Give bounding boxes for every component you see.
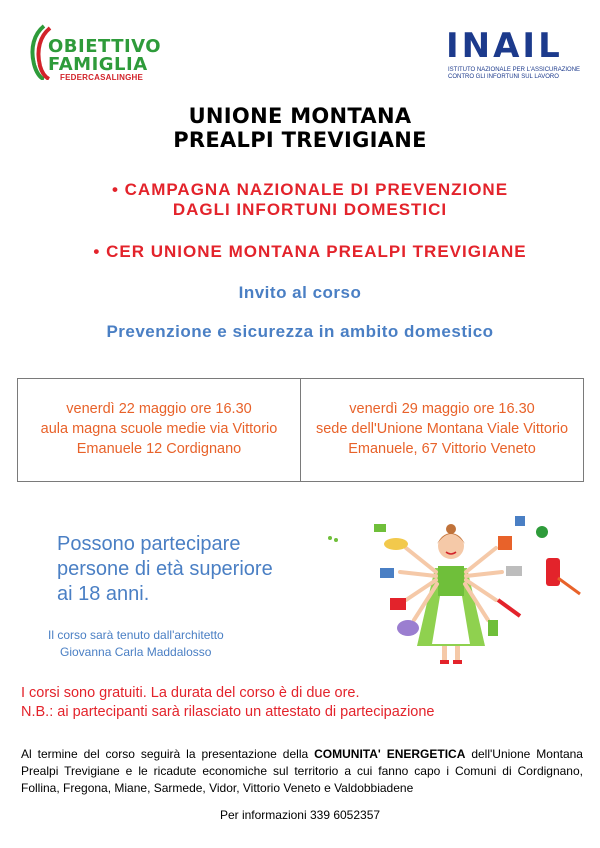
notes-text xyxy=(21,684,581,722)
inail-name: INAIL xyxy=(446,26,563,66)
cer-text: CER UNIONE MONTANA PREALPI TREVIGIANE xyxy=(106,242,527,261)
inail-desc-line2: CONTRO GLI INFORTUNI SUL LAVORO xyxy=(448,74,559,80)
participants-line2: persone di età superiore xyxy=(57,558,273,580)
schedule-address: Emanuele, 67 Vittorio Veneto xyxy=(348,441,536,457)
notes-free: I corsi sono gratuiti. La durata del corso è di due ore. xyxy=(21,685,360,701)
schedule-venue: aula magna scuole medie via Vittorio xyxy=(40,421,278,437)
schedule-venue: sede dell'Unione Montana Viale Vittorio xyxy=(315,421,569,437)
teacher-line1: Il corso sarà tenuto dall'architetto xyxy=(48,628,224,642)
inail-logo xyxy=(446,28,591,88)
organization-title xyxy=(0,104,600,152)
title-line2: PREALPI TREVIGIANE xyxy=(173,128,427,152)
closing-paragraph xyxy=(21,746,583,797)
bullet-icon: • xyxy=(93,242,101,261)
federcasalinghe-text: FEDERCASALINGHE xyxy=(60,73,144,82)
closing-before: Al termine del corso seguirà la presentazione della xyxy=(21,747,315,761)
invite-text: Invito al corso xyxy=(238,283,362,302)
campaign-heading xyxy=(60,180,560,220)
schedule-date: venerdì 29 maggio ore 16.30 xyxy=(349,401,535,417)
campaign-line1: CAMPAGNA NAZIONALE DI PREVENZIONE xyxy=(124,180,509,199)
obiettivo-famiglia-logo xyxy=(26,24,186,82)
inail-description xyxy=(448,67,593,81)
schedule-cell-1 xyxy=(18,379,300,481)
participants-text xyxy=(57,532,327,607)
notes-certificate: N.B.: ai partecipanti sarà rilasciato un attestato di partecipazione xyxy=(21,704,435,720)
teacher-text xyxy=(48,627,318,661)
participants-line3: ai 18 anni. xyxy=(57,583,150,605)
bullet-icon: • xyxy=(111,180,119,199)
title-line1: UNIONE MONTANA xyxy=(188,104,412,128)
closing-after: dell'Unione Montana Prealpi Trevigiane e le ricadute economiche sul territorio a cui fanno capo i Comuni di Cordignano, Follina, Fregona, Miane, Sarmede, Vidor, Vittorio Veneto e Valdobbiadene xyxy=(21,747,583,795)
schedule-date: venerdì 22 maggio ore 16.30 xyxy=(66,401,252,417)
obiettivo-text: OBIETTIVO xyxy=(48,36,162,57)
participants-line1: Possono partecipare xyxy=(57,533,241,555)
famiglia-text: FAMIGLIA xyxy=(48,54,148,75)
schedule-cell-2 xyxy=(300,379,583,481)
teacher-name: Giovanna Carla Maddalosso xyxy=(60,645,212,659)
closing-bold: COMUNITA' ENERGETICA xyxy=(314,747,466,761)
info-contact: Per informazioni 339 6052357 xyxy=(219,808,381,822)
course-title: Prevenzione e sicurezza in ambito domestico xyxy=(106,322,494,341)
housewife-multitasking-illustration xyxy=(310,496,592,666)
cer-heading xyxy=(40,242,580,262)
schedule-table xyxy=(17,378,584,482)
campaign-line2: DAGLI INFORTUNI DOMESTICI xyxy=(172,200,448,219)
inail-desc-line1: ISTITUTO NAZIONALE PER L'ASSICURAZIONE xyxy=(448,67,581,73)
schedule-address: Emanuele 12 Cordignano xyxy=(76,441,242,457)
